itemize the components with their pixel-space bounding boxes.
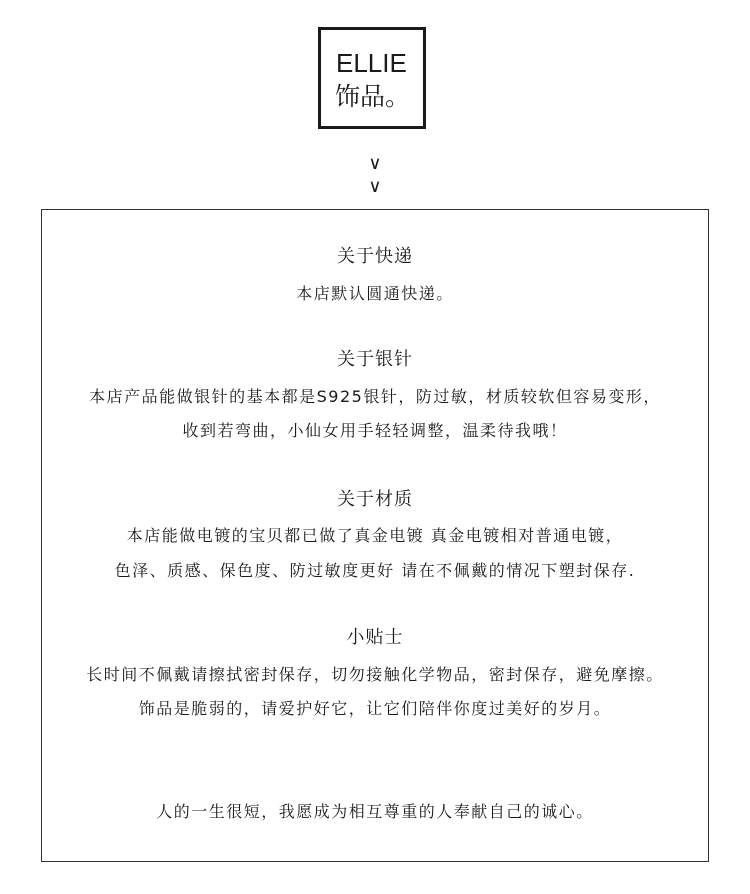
closing-statement: 人的一生很短，我愿成为相互尊重的人奉献自己的诚心。 (156, 802, 594, 821)
chevron-down-icon: ∨ (368, 153, 382, 174)
section-title-shipping: 关于快递 (337, 246, 413, 267)
section-text-tips-1: 长时间不佩戴请擦拭密封保存，切勿接触化学物品，密封保存，避免摩擦。 (86, 665, 664, 684)
section-text-silver-pin-1: 本店产品能做银针的基本都是S925银针，防过敏，材质较软但容易变形， (89, 387, 661, 406)
section-text-material-1: 本店能做电镀的宝贝都已做了真金电镀 真金电镀相对普通电镀， (126, 526, 624, 545)
section-text-tips-2: 饰品是脆弱的，请爱护好它，让它们陪伴你度过美好的岁月。 (138, 699, 612, 718)
brand-logo (318, 27, 426, 129)
section-title-silver-pin: 关于银针 (337, 349, 413, 370)
logo-brand-name: ELLIE (336, 48, 407, 78)
chevron-down-icon: ∨ (368, 176, 382, 197)
section-text-silver-pin-2: 收到若弯曲，小仙女用手轻轻调整，温柔待我哦！ (182, 421, 568, 440)
section-title-tips: 小贴士 (346, 627, 404, 648)
section-text-shipping: 本店默认圆通快递。 (296, 284, 454, 303)
logo-subtitle: 饰品。 (335, 82, 411, 111)
section-title-material: 关于材质 (337, 489, 413, 510)
section-text-material-2: 色泽、质感、保色度、防过敏度更好 请在不佩戴的情况下塑封保存. (114, 561, 636, 580)
